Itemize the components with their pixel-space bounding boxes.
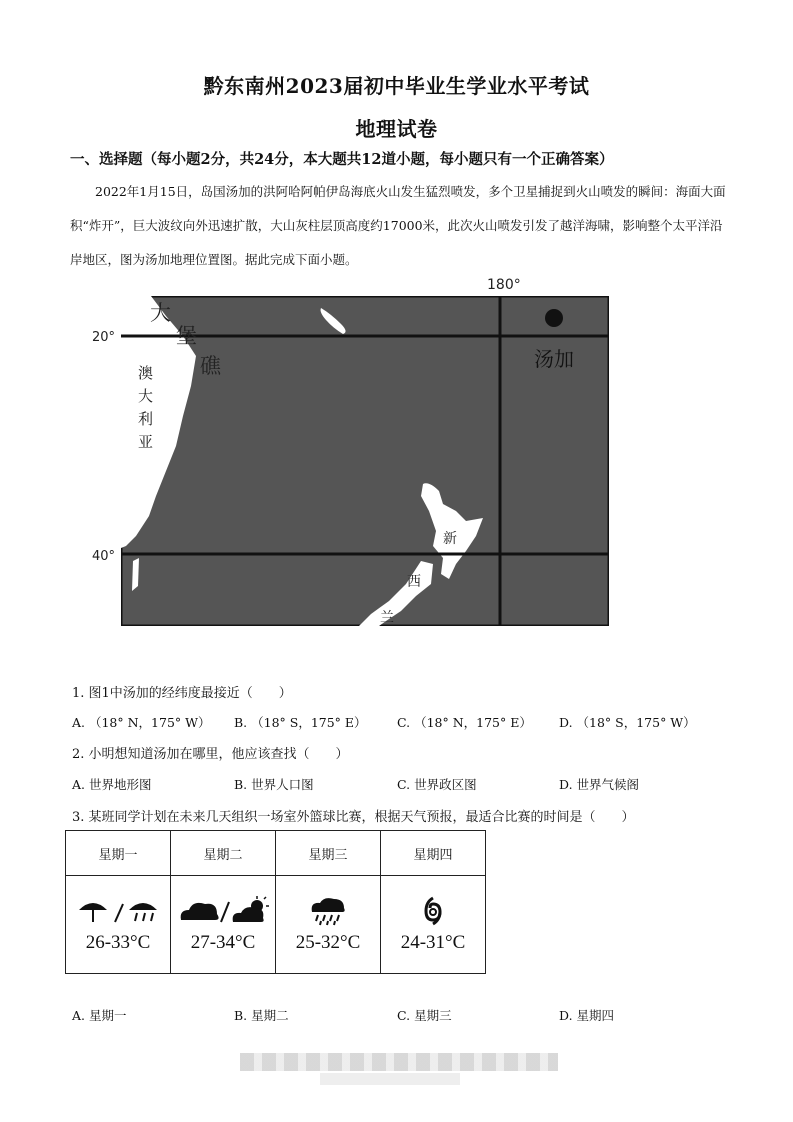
weather-cell-wednesday bbox=[276, 876, 381, 974]
day-monday: 星期一 bbox=[66, 831, 171, 876]
q2-option-b: B. 世界人口图 bbox=[234, 777, 314, 792]
australia-char-2: 大 bbox=[138, 387, 154, 405]
new-zealand-char-1: 新 bbox=[443, 531, 457, 547]
typhoon-icon bbox=[382, 896, 484, 928]
day-tuesday: 星期二 bbox=[171, 831, 276, 876]
exam-title: 黔东南州2023届初中毕业生学业水平考试 bbox=[203, 74, 590, 98]
q2-option-a: A. 世界地形图 bbox=[72, 777, 152, 792]
new-zealand-char-3: 兰 bbox=[380, 610, 394, 626]
section-heading: 一、选择题（每小题2分，共24分，本大题共12道小题，每小题只有一个正确答案） bbox=[70, 151, 614, 168]
q1-option-a: A. （18° N，175° W） bbox=[72, 715, 211, 730]
weather-forecast-table bbox=[65, 830, 486, 974]
q3-option-b: B. 星期二 bbox=[234, 1008, 289, 1023]
exam-subtitle: 地理试卷 bbox=[355, 117, 438, 141]
cloudy-to-partly-sunny-icon bbox=[172, 896, 274, 928]
great-barrier-char-3: 礁 bbox=[200, 354, 221, 378]
temp-tuesday: 27-34°C bbox=[190, 931, 256, 953]
q1-option-d: D. （18° S，175° W） bbox=[559, 715, 696, 730]
weather-cell-tuesday bbox=[171, 876, 276, 974]
q3-option-d: D. 星期四 bbox=[559, 1008, 615, 1023]
temp-monday: 26-33°C bbox=[85, 931, 151, 953]
temp-wednesday: 25-32°C bbox=[295, 931, 361, 953]
light-rain-to-shower-icon bbox=[67, 896, 169, 928]
temp-thursday: 24-31°C bbox=[400, 931, 466, 953]
question-2: 2. 小明想知道汤加在哪里，他应该查找（ ） bbox=[72, 747, 349, 762]
latitude-20-label: 20° bbox=[92, 330, 116, 345]
heavy-rain-icon bbox=[277, 896, 379, 928]
australia-char-3: 利 bbox=[138, 410, 154, 428]
longitude-180-label: 180° bbox=[487, 277, 521, 293]
weather-cell-monday bbox=[66, 876, 171, 974]
weather-cell-thursday bbox=[381, 876, 486, 974]
great-barrier-char-1: 大 bbox=[150, 301, 171, 325]
tonga-marker bbox=[545, 309, 563, 327]
intro-paragraph: 2022年1月15日，岛国汤加的洪阿哈阿帕伊岛海底火山发生猛烈喷发，多个卫星捕捉到火山喷发的瞬间：海面大面积“炸开”，巨大波纹向外迅速扩散，大山灰柱层顶高度约17000米，此次火山喷发引发了越洋海啸，影响整个太平洋沿岸地区，图为汤加地理位置图。据此完成下面小题。 bbox=[70, 184, 726, 267]
great-barrier-char-2: 堡 bbox=[176, 324, 197, 348]
q3-option-a: A. 星期一 bbox=[72, 1008, 127, 1023]
australia-char-4: 亚 bbox=[138, 433, 154, 451]
australia-char-1: 澳 bbox=[138, 364, 154, 382]
new-zealand-char-2: 西 bbox=[407, 574, 421, 590]
blurred-footer-text bbox=[240, 1053, 558, 1071]
latitude-40-label: 40° bbox=[92, 549, 116, 564]
q2-option-d: D. 世界气候阁 bbox=[559, 777, 640, 792]
q1-option-b: B. （18° S，175° E） bbox=[234, 715, 367, 730]
question-3: 3. 某班同学计划在未来几天组织一场室外篮球比赛，根据天气预报，最适合比赛的时间是（ ） bbox=[72, 810, 635, 825]
q2-option-c: C. 世界政区图 bbox=[397, 777, 477, 792]
tonga-label: 汤加 bbox=[534, 347, 574, 371]
question-1: 1. 图1中汤加的经纬度最接近（ ） bbox=[72, 686, 292, 701]
day-wednesday: 星期三 bbox=[276, 831, 381, 876]
q1-option-c: C. （18° N，175° E） bbox=[397, 715, 532, 730]
blurred-footer-text-2 bbox=[320, 1073, 460, 1085]
day-thursday: 星期四 bbox=[381, 831, 486, 876]
q3-option-c: C. 星期三 bbox=[397, 1008, 452, 1023]
